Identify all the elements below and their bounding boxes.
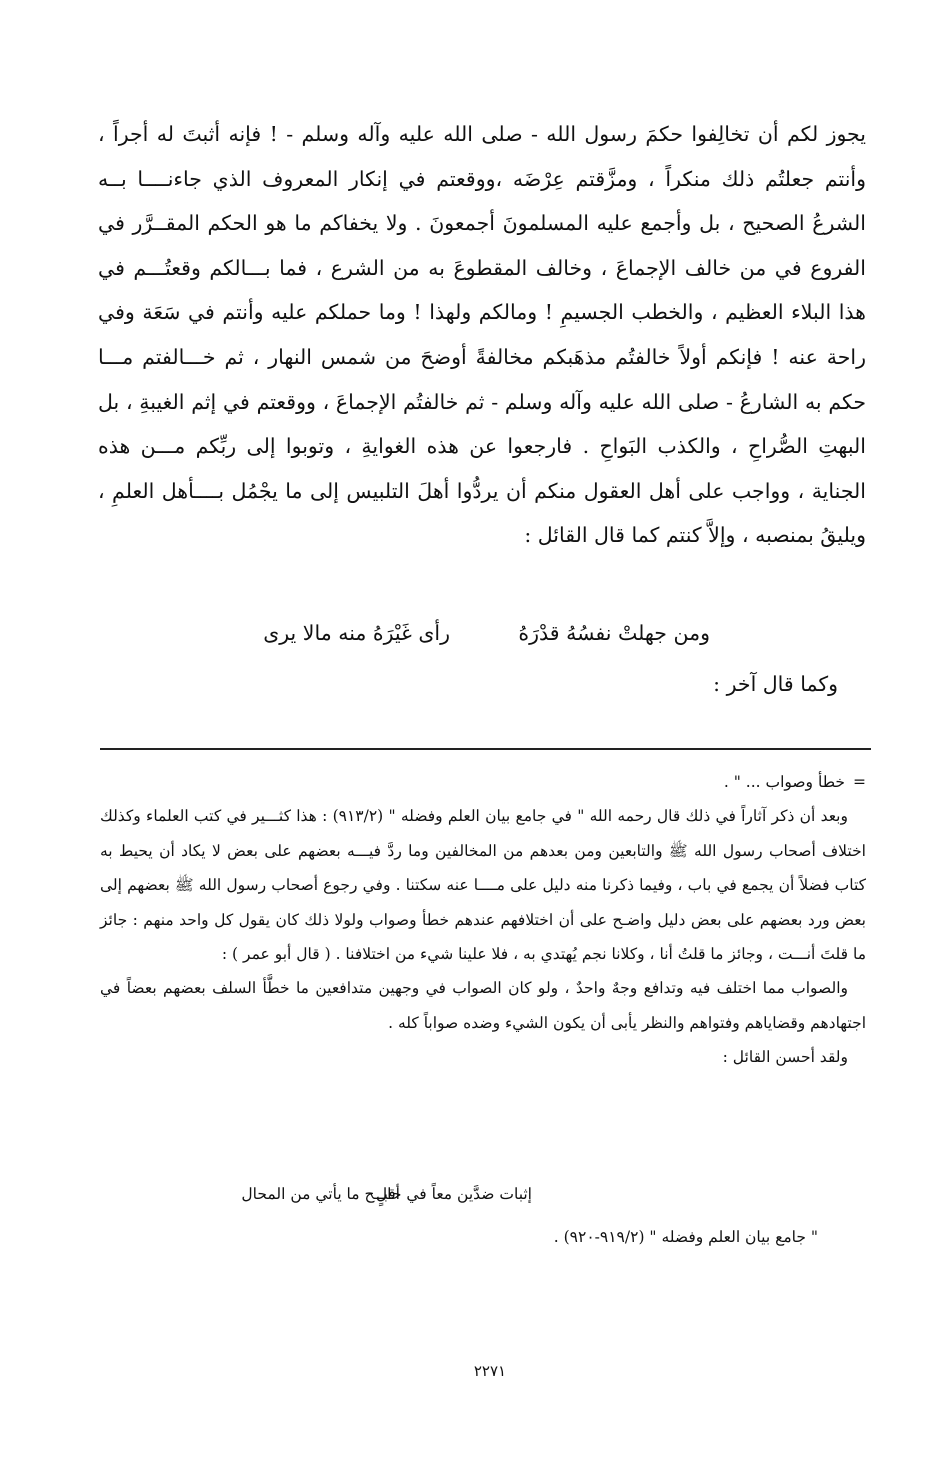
footnote-continuation [100, 765, 866, 799]
footnote-paragraph-2: والصواب مما اختلف فيه وتدافع وجهٌ واحدٌ ، ولو كان الصواب في وجهين متدافعين ما خطَّأ السلف بعضهم بعضاً في اجتهادهم وقضاياهم وفتواهم والنظر يأبى أن يكون الشيء وضده صواباً كله . [100, 979, 866, 1032]
page-number: ٢٢٧١ [473, 1362, 507, 1380]
footnote-paragraph-3: ولقد أحسن القائل : [722, 1048, 848, 1067]
continuation-text: خطأ وصواب ... " . [723, 773, 845, 791]
footnote-verse-first-hemistich: إثبات ضدَّين معاً في حالٍ [375, 1185, 532, 1203]
main-body-text [98, 112, 866, 558]
verse-first-hemistich: ومن جهلتْ نفسُهُ قدْرَهُ [518, 621, 710, 645]
verse-second-hemistich: رأى غَيْرَهُ منه مالا يرى [263, 621, 450, 645]
closing-line: وكما قال آخر : [713, 672, 838, 696]
main-paragraph: يجوز لكم أن تخالِفوا حكمَ رسول الله - صلى الله عليه وآله وسلم - ! فإنه أثبتَ له أجراً ، وأنتم جعلتُم ذلك منكراً ، ومزَّقتم عِرْضَه ،ووقعتم في إنكار المعروف الذي جاءنــــا بــه الشرعُ الصحيح ، بل وأجمع عليه المسلمونَ أجمعونَ . ولا يخفاكم ما هو الحكم المقــرَّر في الفروع في من خالف الإجماعَ ، وخالف المقطوعَ به من الشرع ، فما بـــالكم وقعتُـــم في هذا البلاء العظيم ، والخطب الجسيمِ ! ومالكم ولهذا ! وما حملكم عليه وأنتم في سَعَة وفي راحة عنه ! فإنكم أولاً خالفتُم مذهَبكم مخالفةً أوضحَ من شمس النهار ، ثم خـــالفتم مـــا حكم به الشارعُ - صلى الله عليه وآله وسلم - ثم خالفتُم الإجماعَ ، ووقعتم في إثم الغيبةِ ، بل البهتِ الصُّراحِ ، والكذب البَواحِ . فارجعوا عن هذه الغوايةِ ، وتوبوا إلى ربِّكم مـــن هذه الجناية ، وواجب على أهل العقول منكم أن يردُّوا أهلَ التلبيس إلى ما يجْمُل بــــأهل العلمِ ، ويليقُ بمنصبه ، وإلاَّ كنتم كما قال القائل : [98, 122, 866, 548]
continuation-marker: = [853, 773, 866, 791]
footnote-source-citation: " جامع بيان العلم وفضله " (٩١٩/٢-٩٢٠) . [553, 1228, 818, 1246]
footnotes-section [100, 765, 866, 1075]
footnote-paragraph-1: وبعد أن ذكر آثاراً في ذلك قال رحمه الله " في جامع بيان العلم وفضله " (٩١٣/٢) : هذا كثـــير في كتب العلماء وكذلك اختلاف أصحاب رسول الله ﷺ والتابعين ومن بعدهم من المخالفين وما ردَّ فيـــه بعضهم على بعض لا يكاد أن يحيط به كتاب فضلاً أن يجمع في باب ، وفيما ذكرنا منه دليل على مــــا عنه سكتنا . وفي رجوع أصحاب رسول الله ﷺ بعضهم إلى بعض ورد بعضهم على بعض دليل واضـح على أن اختلافهم عندهم خطأ وصواب ولولا ذلك كان يقول كل واحد منهم : جائز ما قلتَ أنـــت ، وجائز ما قلتُ أنا ، وكلانا نجم يُهتدي به ، فلا علينا شيء من اختلافنا . ( قال أبو عمر ) : [100, 807, 866, 964]
footnote-verse-second-hemistich: أقبــح ما يأتي من المحال [241, 1185, 400, 1203]
footnote-separator-rule [100, 748, 871, 750]
